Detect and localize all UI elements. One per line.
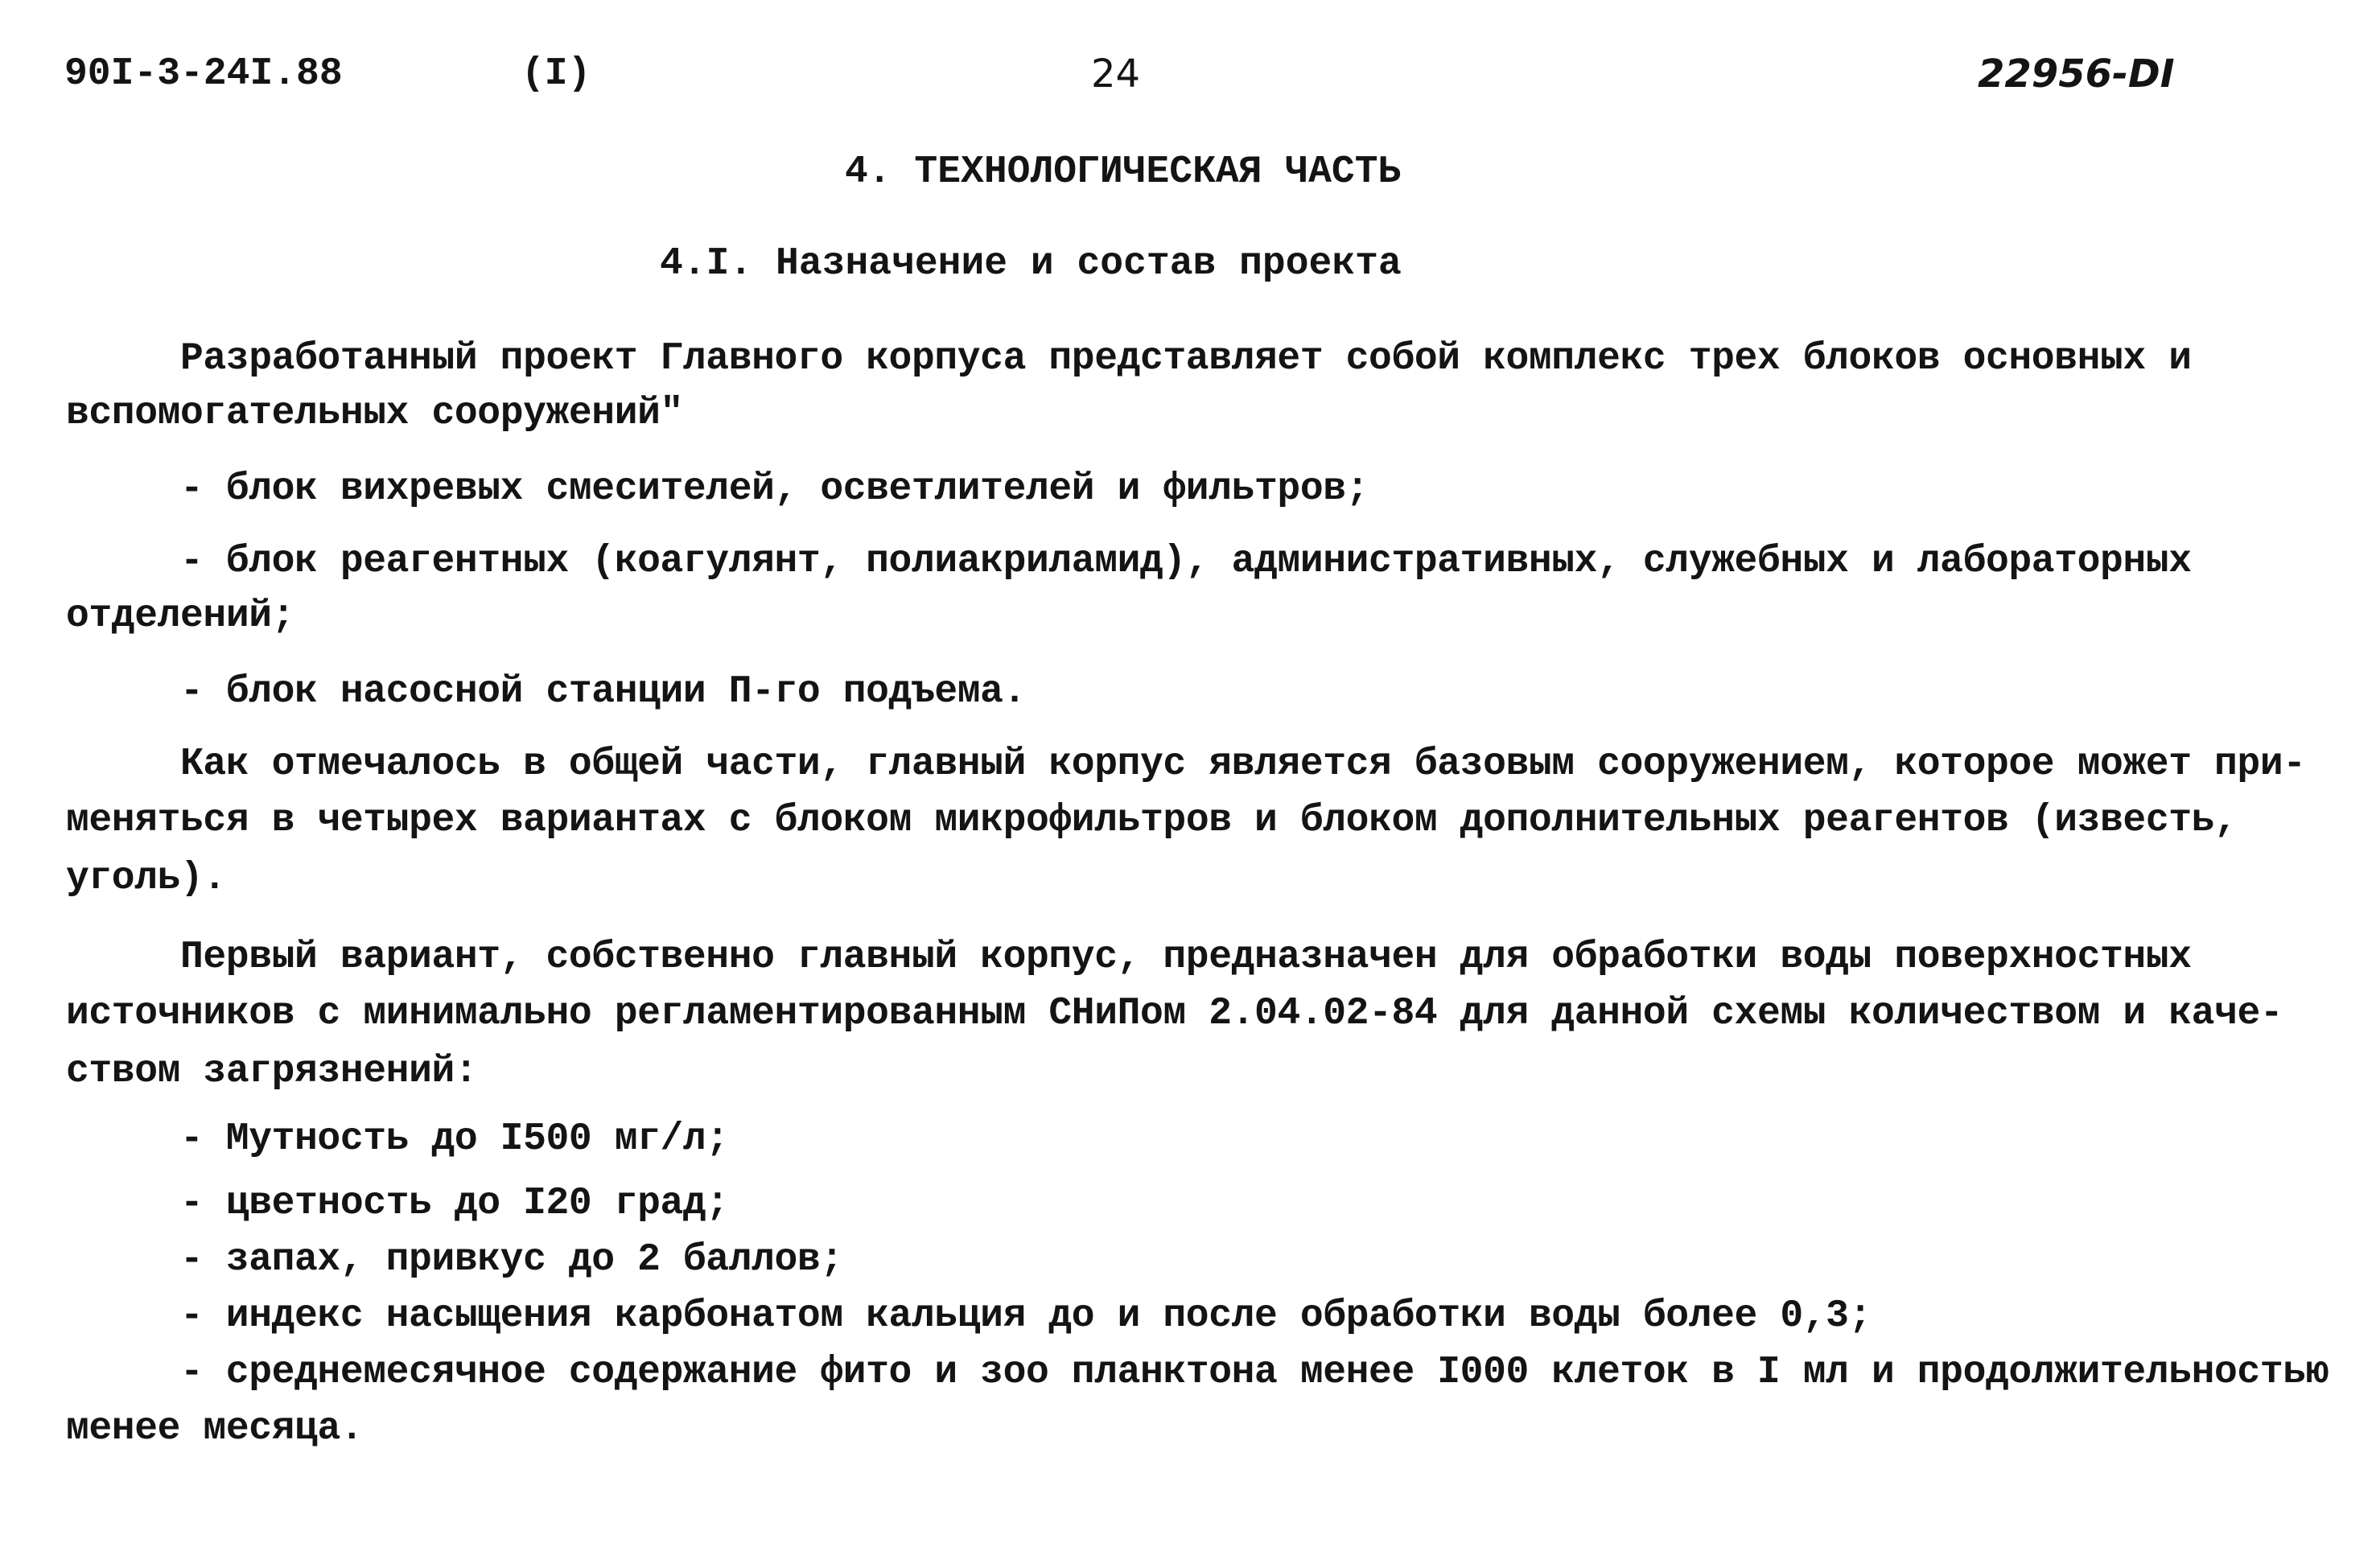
paragraph-line: отделений; — [66, 595, 295, 638]
paragraph-line: вспомогательных сооружений" — [66, 392, 683, 435]
list-item: - блок вихревых смесителей, осветлителей и фильтров; — [180, 467, 1369, 511]
list-item: - цветность до I20 град; — [180, 1182, 729, 1225]
document-part: (I) — [521, 52, 591, 96]
paragraph-line: меняться в четырех вариантах с блоком микрофильтров и блоком дополнительных реагентов (известь, — [66, 799, 2238, 842]
list-item: - блок реагентных (коагулянт, полиакриламид), административных, служебных и лабораторных — [180, 540, 2192, 583]
inventory-number: 22956-DI — [1978, 51, 2175, 97]
section-title: 4. ТЕХНОЛОГИЧЕСКАЯ ЧАСТЬ — [845, 150, 1402, 194]
subsection-title: 4.I. Назначение и состав проекта — [660, 242, 1402, 286]
list-item: - блок насосной станции П-го подъема. — [180, 670, 1026, 714]
list-item: - индекс насыщения карбонатом кальция до и после обработки воды более 0,3; — [180, 1294, 1872, 1338]
paragraph-line: Первый вариант, собственно главный корпус, предназначен для обработки воды поверхностных — [180, 936, 2192, 979]
paragraph-line: Разработанный проект Главного корпуса представляет собой комплекс трех блоков основных и — [180, 337, 2192, 381]
list-item: - запах, привкус до 2 баллов; — [180, 1238, 843, 1282]
paragraph-line: ством загрязнений: — [66, 1050, 478, 1093]
list-item: - Мутность до I500 мг/л; — [180, 1117, 729, 1161]
paragraph-line: источников с минимально регламентированным СНиПом 2.04.02-84 для данной схемы количеством и каче- — [66, 992, 2283, 1035]
list-item: - среднемесячное содержание фито и зоо планктона менее I000 клеток в I мл и продолжительностью — [180, 1351, 2329, 1394]
list-item-continuation: менее месяца. — [66, 1407, 364, 1451]
page-number: 24 — [1091, 51, 1141, 97]
paragraph-line: Как отмечалось в общей части, главный корпус является базовым сооружением, которое может при- — [180, 743, 2306, 786]
document-code: 90I-3-24I.88 — [64, 52, 343, 96]
paragraph-line: уголь). — [66, 857, 226, 900]
